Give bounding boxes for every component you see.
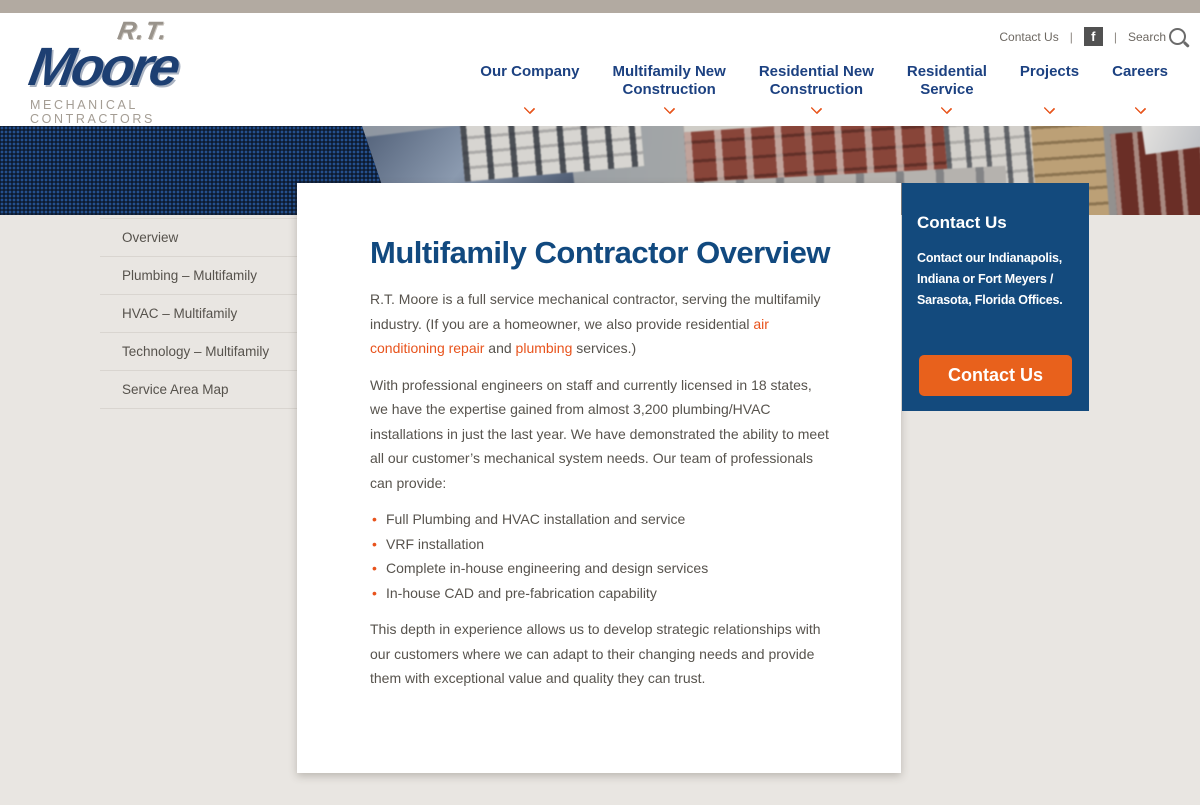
search-control[interactable] — [1128, 28, 1186, 45]
nav-label: Residential — [906, 63, 987, 80]
nav-item-residential-service[interactable] — [907, 63, 987, 113]
contact-panel-body — [917, 248, 1074, 311]
list-item: • Complete in-house engineering and design services — [370, 556, 832, 581]
nav-item-projects[interactable] — [1020, 63, 1079, 113]
company-logo[interactable] — [24, 17, 230, 126]
sidebar-item-overview[interactable]: Overview — [100, 219, 297, 257]
section-sidebar — [100, 218, 297, 409]
nav-label: Construction — [769, 80, 864, 98]
nav-label: Service — [920, 80, 974, 98]
utility-separator: | — [1113, 29, 1117, 44]
paragraph-text: R.T. Moore is a full service mechanical contractor, serving the multifamily industry. (If you are a homeowner, we also provide residential — [370, 291, 821, 332]
sidebar-item-technology-multifamily[interactable]: Technology – Multifamily — [100, 333, 297, 371]
list-item: • Full Plumbing and HVAC installation and service — [370, 507, 832, 532]
nav-item-careers[interactable] — [1112, 63, 1168, 113]
intro-paragraph — [370, 287, 832, 361]
chevron-down-icon — [1134, 103, 1146, 115]
main-nav — [480, 63, 1168, 113]
air-conditioning-repair-link[interactable]: air conditioning repair — [370, 315, 769, 356]
nav-label: Projects — [1019, 63, 1080, 80]
nav-label: Construction — [622, 80, 716, 98]
chevron-down-icon — [524, 103, 536, 115]
nav-label: Multifamily New — [612, 63, 726, 80]
sidebar-item-plumbing-multifamily[interactable]: Plumbing – Multifamily — [100, 257, 297, 295]
contact-panel — [902, 183, 1089, 411]
utility-separator: | — [1069, 29, 1073, 44]
sidebar-item-service-area-map[interactable]: Service Area Map — [100, 371, 297, 409]
content-card — [297, 183, 901, 773]
logo-tagline: MECHANICAL CONTRACTORS — [30, 98, 155, 126]
nav-item-our-company[interactable] — [480, 63, 579, 113]
contact-panel-line: Indiana or Fort Meyers / — [917, 272, 1054, 286]
services-list — [370, 507, 832, 605]
chevron-down-icon — [941, 103, 953, 115]
contact-panel-title: Contact Us — [917, 213, 1007, 232]
utility-bar — [999, 27, 1186, 46]
list-item: • In-house CAD and pre-fabrication capability — [370, 581, 832, 606]
hero-building-shape — [460, 126, 644, 182]
search-icon — [1169, 28, 1186, 45]
utility-contact-link[interactable]: Contact Us — [999, 29, 1059, 44]
logo-moore-text: Moore — [24, 37, 183, 97]
closing-paragraph: This depth in experience allows us to develop strategic relationships with our customers where we can adapt to their changing needs and provide them with exceptional value and quality they can trust. — [370, 621, 821, 686]
plumbing-link[interactable]: plumbing — [515, 340, 573, 356]
facebook-icon[interactable]: f — [1084, 27, 1103, 46]
experience-paragraph: With professional engineers on staff and currently licensed in 18 states, we have the expertise gained from almost 3,200 plumbing/HVAC installations in just the last year. We have demonstrated the ability to meet all our customer’s mechanical system needs. Our team of professionals can provide: — [370, 376, 829, 491]
contact-panel-line: Contact our Indianapolis, — [917, 251, 1063, 265]
nav-label: Careers — [1112, 63, 1168, 80]
page-title: Multifamily Contractor Overview — [370, 235, 830, 270]
chevron-down-icon — [810, 103, 822, 115]
site-header — [0, 13, 1200, 126]
logo-rt-text: R.T. — [115, 17, 170, 45]
nav-label: Our Company — [480, 63, 580, 80]
paragraph-text: and — [484, 340, 516, 356]
chevron-down-icon — [1044, 103, 1056, 115]
paragraph-text: services.) — [572, 340, 637, 356]
contact-us-button[interactable]: Contact Us — [919, 355, 1072, 396]
top-accent-bar — [0, 0, 1200, 13]
sidebar-item-hvac-multifamily[interactable]: HVAC – Multifamily — [100, 295, 297, 333]
chevron-down-icon — [663, 103, 675, 115]
sidebar-menu — [100, 218, 297, 409]
nav-item-multifamily-new-construction[interactable] — [612, 63, 725, 113]
contact-panel-line: Sarasota, Florida Offices. — [917, 293, 1063, 307]
list-item: • VRF installation — [370, 532, 832, 557]
nav-label: Residential New — [758, 63, 874, 80]
search-label: Search — [1127, 29, 1166, 44]
nav-item-residential-new-construction[interactable] — [759, 63, 874, 113]
